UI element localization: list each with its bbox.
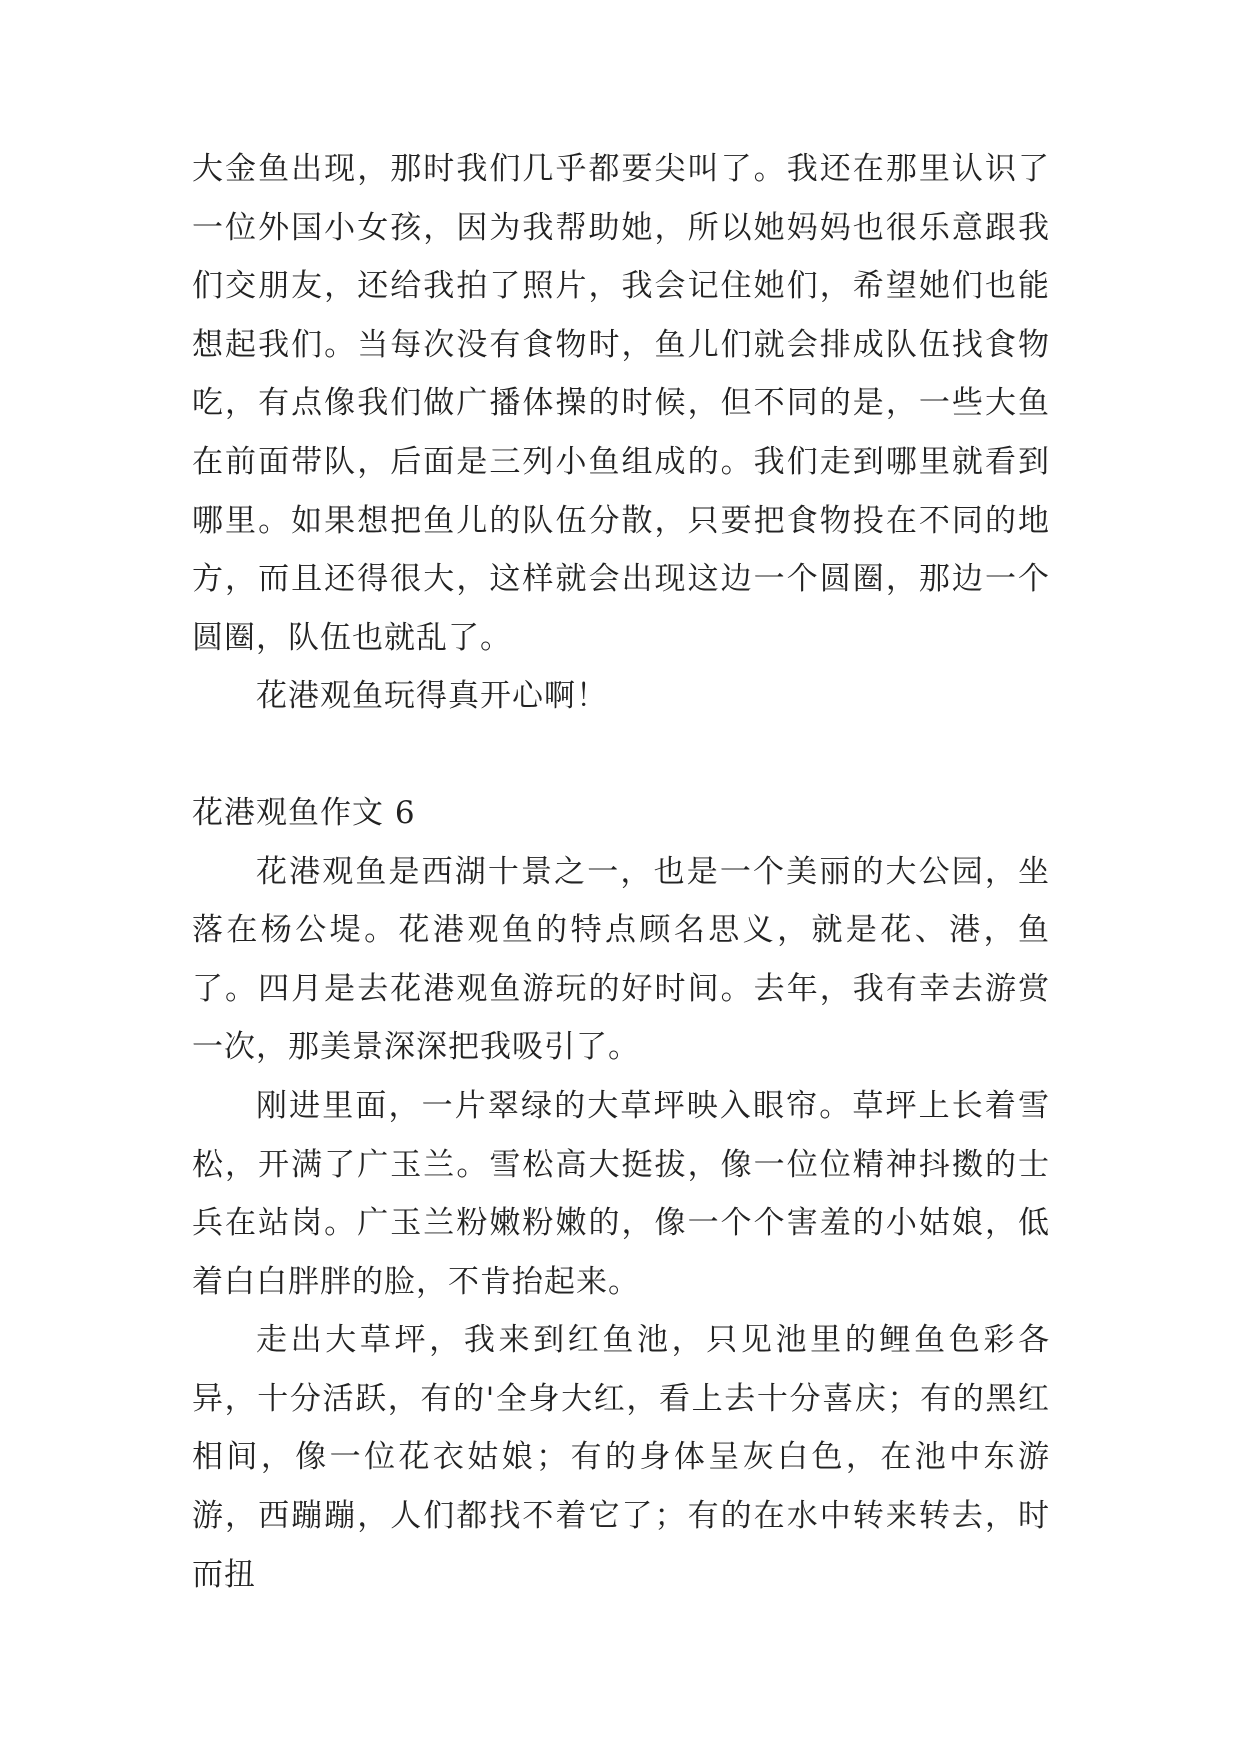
body-paragraph-3: 走出大草坪，我来到红鱼池，只见池里的鲤鱼色彩各异，十分活跃，有的'全身大红，看上去十分喜庆；有的黑红相间，像一位花衣姑娘；有的身体呈灰白色，在池中东游游，西蹦蹦，人们都找不着它了；有的在水中转来转去，时而扭 <box>192 1322 1050 1593</box>
body-paragraph-1: 花港观鱼是西湖十景之一，也是一个美丽的大公园，坐落在杨公堤。花港观鱼的特点顾名思义，就是花、港，鱼了。四月是去花港观鱼游玩的好时间。去年，我有幸去游赏一次，那美景深深把我吸引了。 <box>192 853 1050 1066</box>
section-title: 花港观鱼作文 6 <box>192 794 416 831</box>
document-page <box>192 140 1050 1604</box>
body-paragraph-2: 刚进里面，一片翠绿的大草坪映入眼帘。草坪上长着雪松，开满了广玉兰。雪松高大挺拔，像一位位精神抖擞的士兵在站岗。广玉兰粉嫩粉嫩的，像一个个害羞的小姑娘，低着白白胖胖的脸，不肯抬起来。 <box>192 1087 1050 1300</box>
closing-paragraph: 花港观鱼玩得真开心啊！ <box>256 678 608 715</box>
continuation-paragraph: 大金鱼出现，那时我们几乎都要尖叫了。我还在那里认识了一位外国小女孩，因为我帮助她，所以她妈妈也很乐意跟我们交朋友，还给我拍了照片，我会记住她们，希望她们也能想起我们。当每次没有食物时，鱼儿们就会排成队伍找食物吃，有点像我们做广播体操的时候，但不同的是，一些大鱼在前面带队，后面是三列小鱼组成的。我们走到哪里就看到哪里。如果想把鱼儿的队伍分散，只要把食物投在不同的地方，而且还得很大，这样就会出现这边一个圆圈，那边一个圆圈，队伍也就乱了。 <box>192 151 1050 656</box>
